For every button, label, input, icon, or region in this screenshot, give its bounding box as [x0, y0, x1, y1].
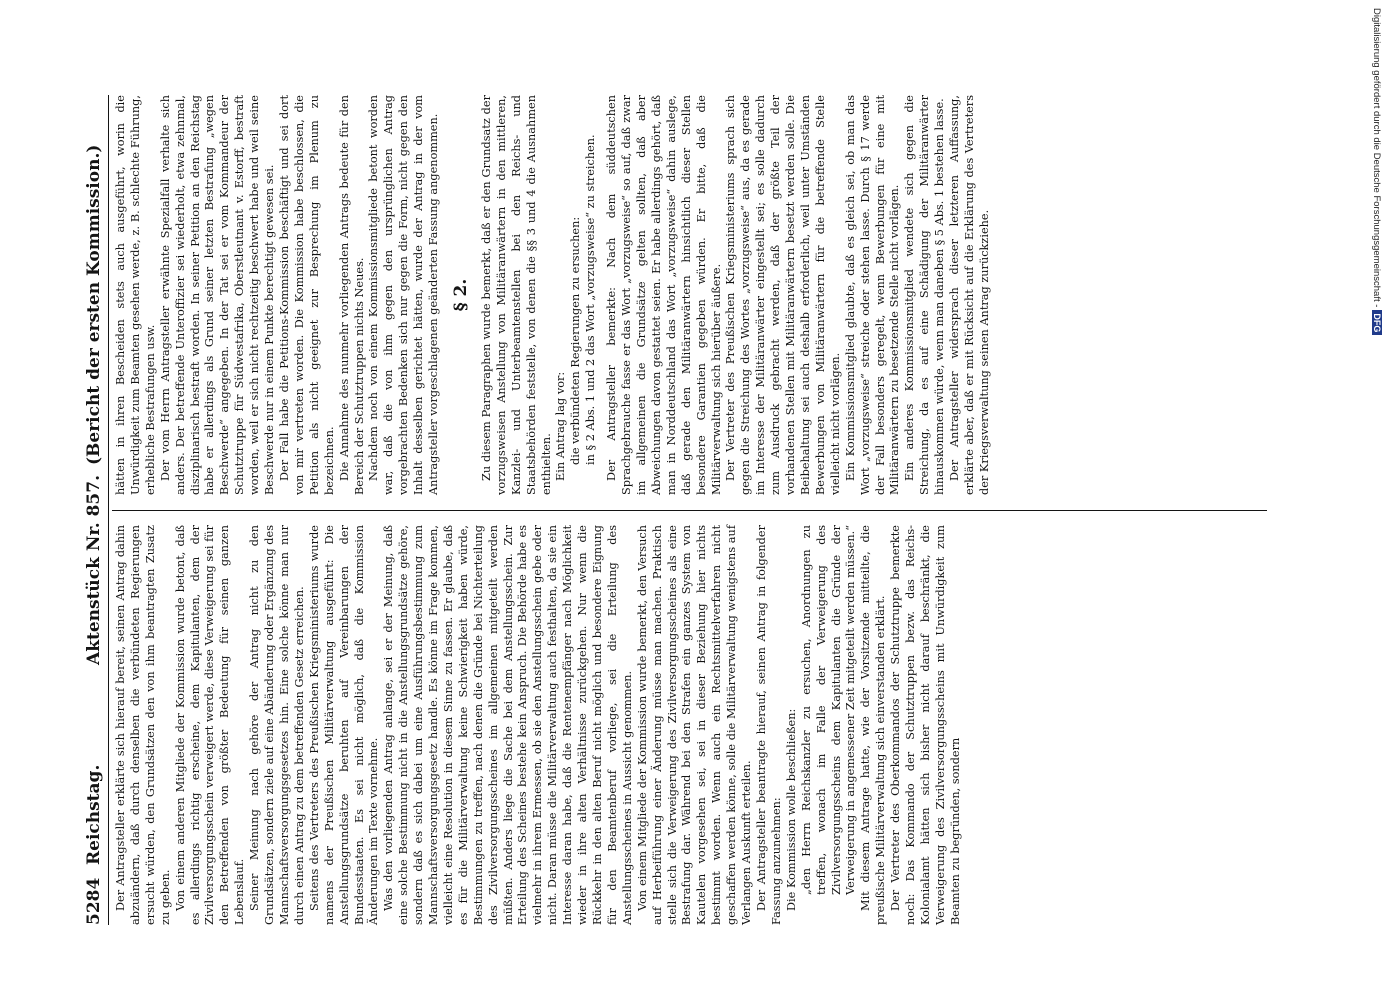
header-left-title: Reichstag. [84, 764, 104, 865]
column-divider [112, 510, 1267, 511]
paragraph: Der vom Herrn Antragsteller erwähnte Spezialfall verhalte sich anders. Der betreffende Unteroffizier sei wiederholt, etwa zehnmal, disziplinarisch bestraft worden. In seiner Petition an den Reichstag habe er allerdings als Grund seiner letzten Bestrafung „wegen Beschwerde“ angegeben. In der Tat sei er vom Kommandeur der Schutztruppe für Südwestafrika, Oberstleutnant v. Estorff, bestraft worden, weil er sich nicht rechtzeitig beschwert habe und weil seine Beschwerde nur in einem Punkte berechtigt gewesen sei. [158, 95, 277, 495]
paragraph: Der Fall habe die Petitions-Kommission beschäftigt und sei dort von mir vertreten worden. Die Kommission habe beschlossen, die Petition als nicht geeignet zur Besprechung im Plenum zu bezeichnen. [277, 95, 336, 495]
right-column [114, 95, 993, 495]
paragraph: Der Vertreter des Preußischen Kriegsministeriums sprach sich gegen die Streichung des Wortes „vorzugsweise“ aus, da es gerade im Interesse der Militäranwärter eingestellt sei; es solle dadurch zum Ausdruck gebracht werden, daß der größte Teil der vorhandenen Stellen mit Militäranwärtern besetzt werden solle. Die Beibehaltung sei auch deshalb erforderlich, weil unter Umständen Bewerbungen von Militäranwärtern für die betreffende Stelle vielleicht nicht vorlägen. [724, 95, 842, 495]
paragraph: Was den vorliegenden Antrag anlange, sei er der Meinung, daß eine solche Bestimmung nicht in die Anstellungsgrundsätze gehöre, sondern daß es sich dabei um eine Ausführungsbestimmung zum Mannschaftsversorgungsgesetz handle. Es könne im Frage kommen, vielleicht eine Resolution in diesem Sinne zu fassen. Er glaube, daß es für die Militärverwaltung keine Schwierigkeit haben würde, Bestimmungen zu treffen, nach denen die Gründe bei Nichterteilung des Zivilversorgungsscheines im allgemeinen mitgeteilt werden müßten. Anders liege die Sache bei dem Anstellungsschein. Zur Erteilung des Scheines bestehe kein Anspruch. Die Behörde habe es vielmehr in ihrem Ermessen, ob sie den Anstellungsschein gebe oder nicht. Daran müsse die Militärverwaltung auch festhalten, da sie ein Interesse daran habe, daß die Rentenempfänger nach Möglichkeit wieder in ihre alten Verhältnisse zurückgehen. Nur wenn die Rückkehr in den alten Beruf nicht möglich und besondere Eignung für den Beamtenberuf vorliege, sei die Erteilung des Anstellungsscheines in Aussicht genommen. [382, 525, 634, 925]
paragraph: hätten in ihren Bescheiden stets auch ausgeführt, worin die Unwürdigkeit zum Beamten gesehen werde, z. B. schlechte Führung, erhebliche Bestrafungen usw. [114, 95, 157, 495]
paragraph: Der Antragsteller beantragte hierauf, seinen Antrag in folgender Fassung anzunehmen: [754, 525, 783, 925]
quoted-resolution: „den Herrn Reichskanzler zu ersuchen, Anordnungen zu treffen, wonach im Falle der Verweigerung des Zivilversorgungsscheins dem Kapitulanten die Gründe der Verweigerung in angemessener Zeit mitgeteilt werden müssen.“ [799, 525, 858, 895]
paragraph: Die Annahme des nunmehr vorliegenden Antrags bedeute für den Bereich der Schutztruppen nichts Neues. [337, 95, 366, 495]
credit-text: Digitalisierung gefördert durch die Deutsche Forschungsgemeinschaft - [1371, 8, 1382, 308]
paragraph: Von einem Mitgliede der Kommission wurde bemerkt, den Versuch auf Herbeiführung einer Änderung müsse man machen. Praktisch stelle sich die Verweigerung des Zivilversorgungsscheines als eine Bestrafung dar. Während bei den Strafen ein ganzes System von Kautelen vorgesehen sei, sei in dieser Beziehung hier nichts bestimmt worden. Wenn auch ein Rechtsmittelverfahren nicht geschaffen werden könne, solle die Militärverwaltung wenigstens auf Verlangen Auskunft erteilen. [635, 525, 754, 925]
paragraph: Ein Antrag lag vor: [554, 371, 568, 481]
header-right-title: (Bericht der ersten Kommission.) [84, 144, 104, 465]
paragraph: Seiner Meinung nach gehöre der Antrag nicht zu den Grundsätzen, sondern ziele auf eine Abänderung oder Ergänzung des Mannschaftsversorgungsgesetzes hin. Eine solche könne man nur durch einen Antrag zu dem betreffenden Gesetz erreichen. [248, 525, 306, 925]
header-rule [108, 95, 109, 925]
paragraph: Die Kommission wolle beschließen: [784, 708, 798, 911]
section-heading: § 2. [450, 278, 471, 312]
document-page [82, 95, 1272, 925]
page-header [82, 95, 108, 925]
quoted-request: in § 2 Abs. 1 und 2 das Wort „vorzugsweise“ zu streichen. [584, 134, 598, 465]
dfg-logo: DFG [1372, 310, 1382, 335]
left-column [114, 525, 964, 925]
paragraph: Ein anderes Kommissionsmitglied wendete sich gegen die Streichung, da es auf eine Schädigung der Militäranwärter hinauskommen würde, wenn man daneben § 5 Abs. 1 bestehen lasse. [903, 95, 947, 495]
page-number: 5284 [84, 877, 104, 925]
paragraph: Zu diesem Paragraphen wurde bemerkt, daß er den Grundsatz der vorzugsweisen Anstellung von Militäranwärtern in den mittleren, Kanzlei- und Unterbeamtenstellen bei den Reichs- und Staatsbehörden feststelle, von denen die §§ 3 und 4 die Ausnahmen enthielten. [479, 95, 553, 495]
paragraph: Der Antragsteller bemerkte: Nach dem süddeutschen Sprachgebrauche fasse er das Wort „vorzugsweise“ so auf, daß zwar im allgemeinen die Grundsätze gelten sollten, daß aber Abweichungen davon gestattet seien. Er habe allerdings gehört, daß man in Norddeutschland das Wort „vorzugsweise“ dahin auslege, daß gerade den Militäranwärtern hinsichtlich dieser Stellen besondere Garantien gegeben würden. Er bitte, daß die Militärverwaltung sich hierüber äußere. [605, 95, 723, 495]
paragraph: Von einem anderen Mitgliede der Kommission wurde betont, daß es allerdings richtig erscheine, dem Kapitulanten, dem der Zivilversorgungsschein verweigert werde, diese Verweigerung sei für den Betreffenden von größter Bedeutung für seinen ganzen Lebenslauf. [173, 525, 247, 925]
paragraph: Ein Kommissionsmitglied glaubte, daß es gleich sei, ob man das Wort „vorzugsweise“ streiche oder stehen lasse. Durch § 17 werde der Fall besonders geregelt, wenn Bewerbungen für eine mit Militäranwärtern zu besetzende Stelle nicht vorlägen. [843, 95, 902, 495]
paragraph: Der Antragsteller widersprach dieser letzteren Auffassung, erklärte aber, daß er mit Rücksicht auf die Erklärung des Vertreters der Kriegsverwaltung seinen Antrag zurückziehe. [948, 95, 991, 495]
paragraph: Mit diesem Antrage hatte, wie der Vorsitzende mitteilte, die preußische Militärverwaltung sich einverstanden erklärt. [859, 525, 888, 925]
paragraph: Der Vertreter des Oberkommandos der Schutztruppe bemerkte noch: Das Kommando der Schutztruppen bezw. das Reichs-Kolonialamt hätten sich bisher nicht darauf beschränkt, die Verweigerung des Zivilversorgungsscheins mit Unwürdigkeit zum Beamten zu begründen, sondern [889, 525, 962, 925]
header-center-title: Aktenstück Nr. 857. [84, 474, 104, 665]
paragraph: Nachdem noch von einem Kommissionsmitgliede betont worden war, daß die von ihm gegen den ursprünglichen Antrag vorgebrachten Bedenken sich nur gegen die Form, nicht gegen den Inhalt desselben gerichtet hätten, wurde der Antrag in der vom Antragsteller vorgeschlagenen geänderten Fassung angenommen. [367, 95, 441, 495]
quoted-request: die verbündeten Regierungen zu ersuchen: [569, 216, 583, 465]
paragraph: Der Antragsteller erklärte sich hierauf bereit, seinen Antrag dahin abzuändern, daß durch denselben die verbündeten Regierungen ersucht würden, den Grundsätzen den von ihm beantragten Zusatz zu geben. [114, 525, 172, 925]
paragraph: Seitens des Vertreters des Preußischen Kriegsministeriums wurde namens der Preußischen Militärverwaltung ausgeführt: Die Anstellungsgrundsätze beruhten auf Vereinbarungen der Bundesstaaten. Es sei nicht möglich, daß die Kommission Änderungen im Texte vornehme. [307, 525, 381, 925]
digitization-credit [1369, 8, 1382, 998]
